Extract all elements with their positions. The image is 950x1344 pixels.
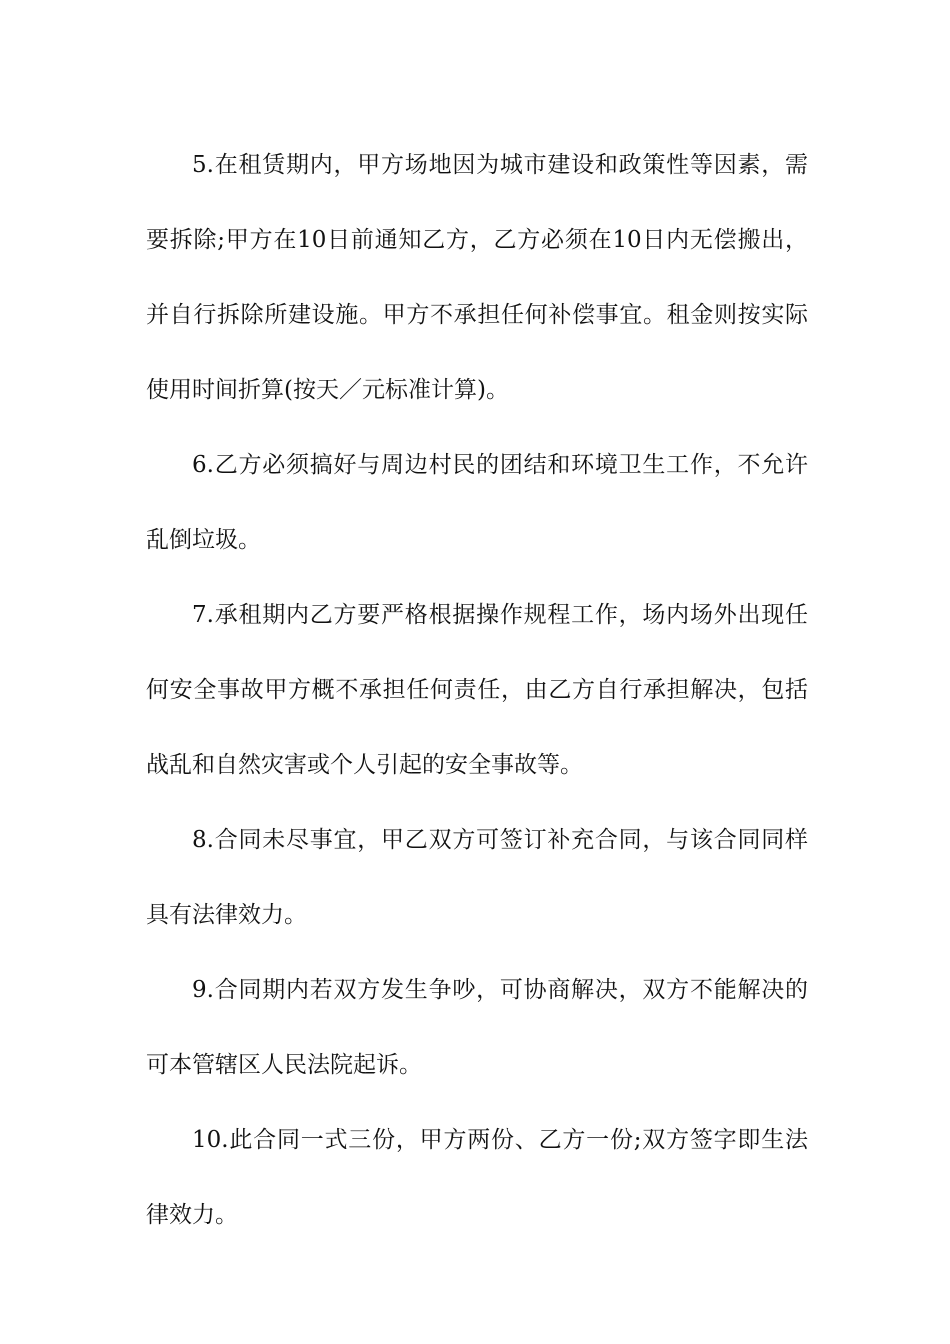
paragraph-7: 7.承租期内乙方要严格根据操作规程工作，场内场外出现任何安全事故甲方概不承担任何责任，由乙方自行承担解决，包括战乱和自然灾害或个人引起的安全事故等。: [146, 602, 808, 778]
paragraph-10: 10.此合同一式三份，甲方两份、乙方一份;双方签字即生法律效力。: [146, 1127, 808, 1228]
paragraph-8: 8.合同未尽事宜，甲乙双方可签订补充合同，与该合同同样具有法律效力。: [146, 827, 808, 928]
paragraph-9: 9.合同期内若双方发生争吵，可协商解决，双方不能解决的可本管辖区人民法院起诉。: [146, 977, 808, 1078]
document-body: [146, 128, 808, 1253]
paragraph-6: 6.乙方必须搞好与周边村民的团结和环境卫生工作，不允许乱倒垃圾。: [146, 452, 808, 553]
paragraph-5: 5.在租赁期内，甲方场地因为城市建设和政策性等因素，需要拆除;甲方在10日前通知乙方，乙方必须在10日内无偿搬出，并自行拆除所建设施。甲方不承担任何补偿事宜。租金则按实际使用时间折算(按天／元标准计算)。: [146, 152, 808, 403]
